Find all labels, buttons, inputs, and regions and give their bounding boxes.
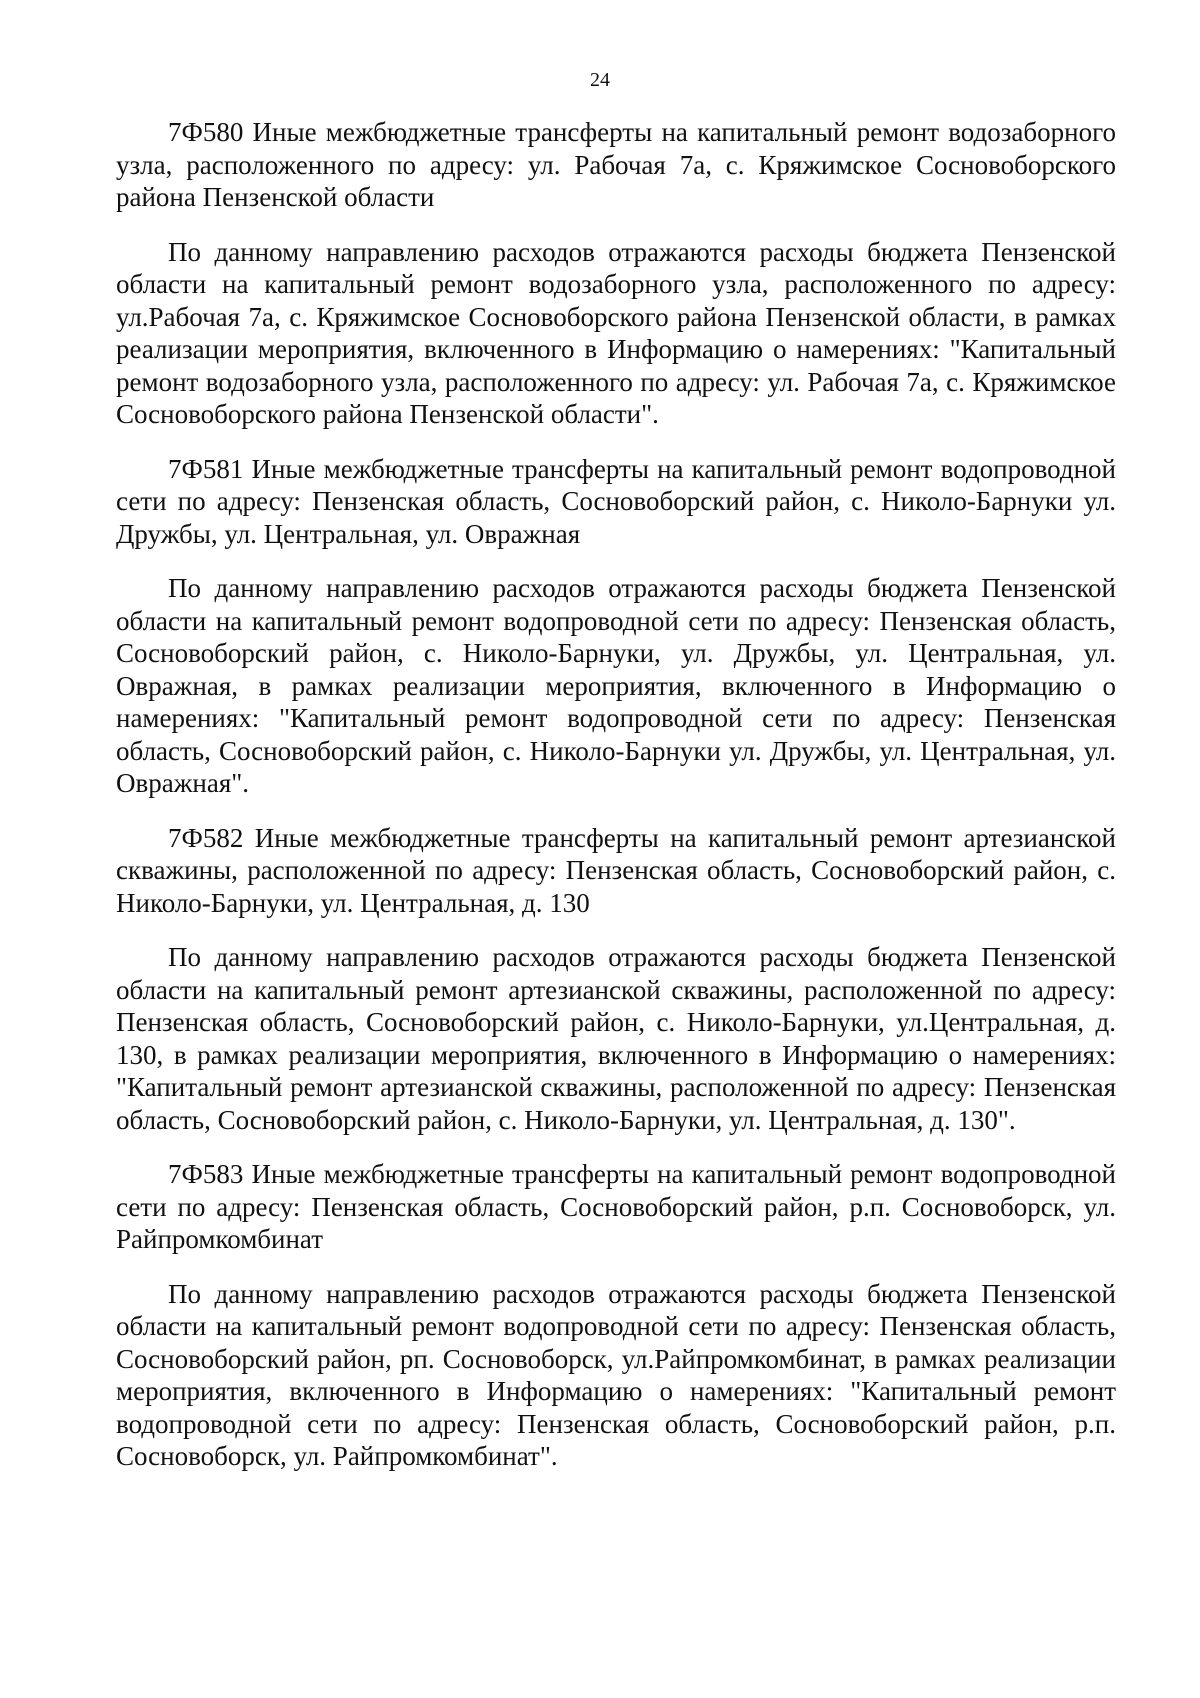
document-body — [116, 116, 1116, 1495]
section-body-7f583: По данному направлению расходов отражаются расходы бюджета Пензенской области на капитальный ремонт водопроводной сети по адресу: Пензенская область, Сосновоборский район, рп. Сосновоборск, ул.Райпромкомбинат, в рамках реализации мероприятия, включенного в Информацию о намерениях: "Капитальный ремонт водопроводной сети по адресу: Пензенская область, Сосновоборский район, р.п. Сосновоборск, ул. Райпромкомбинат". — [116, 1278, 1116, 1471]
page-number: 24 — [590, 69, 610, 91]
section-heading-7f582: 7Ф582 Иные межбюджетные трансферты на капитальный ремонт артезианской скважины, расположенной по адресу: Пензенская область, Сосновоборский район, с. Николо-Барнуки, ул. Центральная, д. 130 — [116, 822, 1116, 918]
section-heading-7f580: 7Ф580 Иные межбюджетные трансферты на капитальный ремонт водозаборного узла, расположенного по адресу: ул. Рабочая 7а, с. Кряжимское Сосновоборского района Пензенской области — [116, 117, 1116, 212]
section-body-7f582: По данному направлению расходов отражаются расходы бюджета Пензенской области на капитальный ремонт артезианской скважины, расположенной по адресу: Пензенская область, Сосновоборский район, с. Николо-Барнуки, ул.Центральная, д. 130, в рамках реализации мероприятия, включенного в Информацию о намерениях: "Капитальный ремонт артезианской скважины, расположенной по адресу: Пензенская область, Сосновоборский район, с. Николо-Барнуки, ул. Центральная, д. 130". — [116, 942, 1116, 1135]
section-heading-7f581: 7Ф581 Иные межбюджетные трансферты на капитальный ремонт водопроводной сети по адресу: Пензенская область, Сосновоборский район, с. Николо-Барнуки ул. Дружбы, ул. Центральная, ул. Овражная — [116, 453, 1116, 549]
section-body-7f581: По данному направлению расходов отражаются расходы бюджета Пензенской области на капитальный ремонт водопроводной сети по адресу: Пензенская область, Сосновоборский район, с. Николо-Барнуки, ул. Дружбы, ул. Центральная, ул. Овражная, в рамках реализации мероприятия, включенного в Информацию о намерениях: "Капитальный ремонт водопроводной сети по адресу: Пензенская область, Сосновоборский район, с. Николо-Барнуки ул. Дружбы, ул. Центральная, ул. Овражная". — [116, 573, 1116, 798]
section-heading-7f583: 7Ф583 Иные межбюджетные трансферты на капитальный ремонт водопроводной сети по адресу: Пензенская область, Сосновоборский район, р.п. Сосновоборск, ул. Райпромкомбинат — [116, 1159, 1116, 1254]
section-body-7f580: По данному направлению расходов отражаются расходы бюджета Пензенской области на капитальный ремонт водозаборного узла, расположенного по адресу: ул.Рабочая 7а, с. Кряжимское Сосновоборского района Пензенской области, в рамках реализации мероприятия, включенного в Информацию о намерениях: "Капитальный ремонт водозаборного узла, расположенного по адресу: ул. Рабочая 7а, с. Кряжимское Сосновоборского района Пензенской области". — [116, 236, 1116, 429]
